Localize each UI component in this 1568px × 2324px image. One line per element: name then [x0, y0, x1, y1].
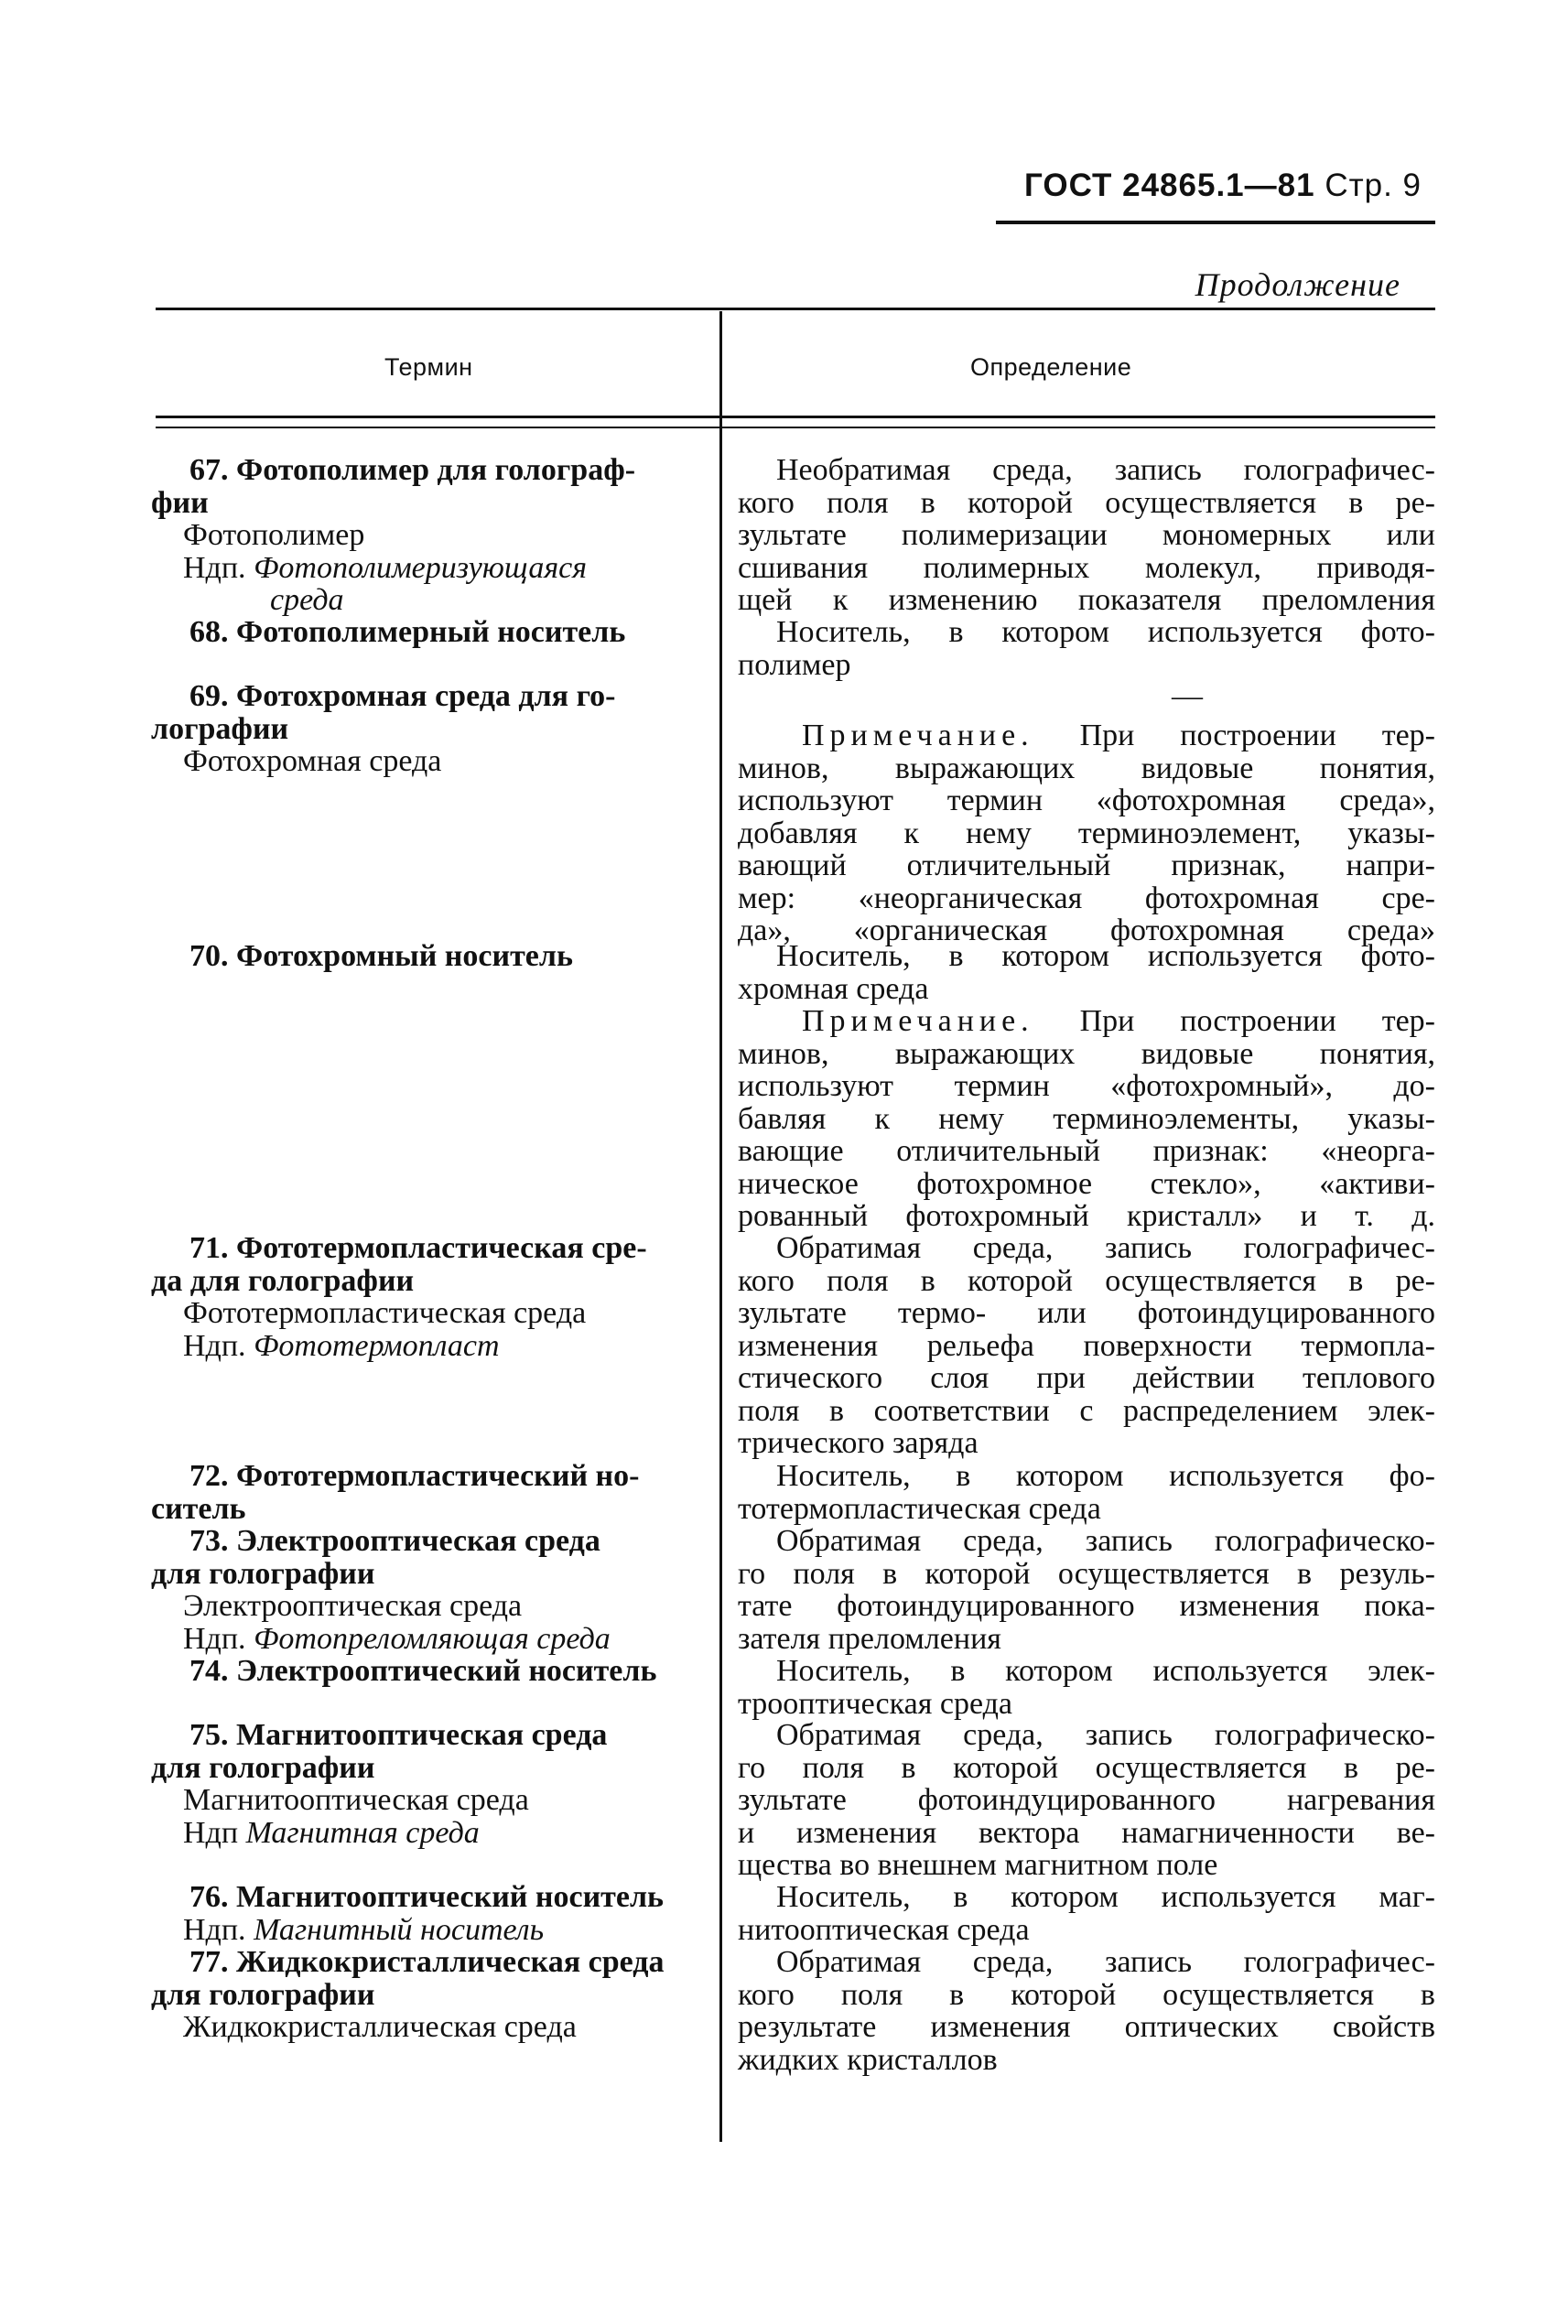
header-bottom-rule-2: [156, 427, 1435, 428]
term-76: 76. Магнитооптический носитель Ндп. Магнитный носитель: [183, 1880, 665, 1947]
definition-72: Носитель, в котором используется фо- тотермопластическая среда: [738, 1459, 1435, 1526]
term-68: 68. Фотополимерный носитель: [189, 615, 626, 649]
table-top-rule: [156, 308, 1435, 310]
term-77: 77. Жидкокристаллическая среда для голографии Жидкокристаллическая среда: [151, 1945, 665, 2044]
column-header-term: Термин: [384, 353, 473, 381]
standard-number: ГОСТ 24865.1—81: [1024, 168, 1315, 203]
page-header: [1024, 168, 1422, 204]
term-75: 75. Магнитооптическая среда для голографии Магнитооптическая среда Ндп Магнитная среда: [151, 1718, 608, 1850]
term-72: 72. Фототермопластический но- ситель: [151, 1459, 640, 1526]
column-divider: [719, 311, 722, 2142]
term-70: 70. Фотохромный носитель: [189, 939, 573, 973]
note-70: Примечание. При построении тер- минов, выражающих видовые понятия, используют термин «фотохромный», до- бавляя к нему терминоэлементы, указы- вающие отличительный признак: «неорга- ническое фотохромное стекло», «активи- рованный фотохромный кристалл» и т. д.: [738, 1004, 1435, 1233]
term-71: 71. Фототермопластическая сре- да для голографии Фототермопластическая среда Ндп. Фототермопласт: [151, 1231, 647, 1363]
definition-71: Обратимая среда, запись голографичес- кого поля в которой осуществляется в ре- зультате термо- или фотоиндуцированного изменения рельефа поверхности термопла- стического слоя при действии теплового поля в соответствии с распределением элек- трического заряда: [738, 1231, 1435, 1460]
definition-76: Носитель, в котором используется маг- нитооптическая среда: [738, 1880, 1435, 1947]
definition-70: Носитель, в котором используется фото- хромная среда: [738, 939, 1435, 1006]
term-69: 69. Фотохромная среда для го- лографии Фотохромная среда: [151, 679, 616, 778]
note-69: Примечание. При построении тер- минов, выражающих видовые понятия, используют термин «фотохромная среда», добавляя к нему терминоэлемент, указы- вающий отличительный признак, напри- мер: «неорганическая фотохромная сре- да», «органическая фотохромная среда»: [738, 719, 1435, 947]
term-67: 67. Фотополимер для голограф- фии Фотополимер Ндп. Фотополимеризующаяся среда: [151, 453, 636, 617]
header-rule: [996, 221, 1435, 224]
definition-67: Необратимая среда, запись голографичес- кого поля в которой осуществляется в ре- зультате полимеризации мономерных или сшивания полимерных молекул, приводя- щей к изменению показателя преломления: [738, 453, 1435, 617]
header-bottom-rule: [156, 416, 1435, 418]
term-73: 73. Электрооптическая среда для голографии Электрооптическая среда Ндп. Фотопреломляющая среда: [151, 1524, 611, 1656]
page-number: Стр. 9: [1325, 168, 1422, 203]
term-74: 74. Электрооптический носитель: [189, 1654, 657, 1688]
definition-77: Обратимая среда, запись голографичес- кого поля в которой осуществляется в результате изменения оптических свойств жидких кристаллов: [738, 1945, 1435, 2077]
definition-69: —: [1172, 679, 1203, 713]
continuation-label: Продолжение: [1195, 266, 1400, 303]
definition-74: Носитель, в котором используется элек- трооптическая среда: [738, 1654, 1435, 1721]
definition-68: Носитель, в котором используется фото- полимер: [738, 615, 1435, 682]
column-header-definition: Определение: [970, 353, 1132, 381]
definition-75: Обратимая среда, запись голографическо- го поля в которой осуществляется в ре- зультате фотоиндуцированного нагревания и изменения вектора намагниченности ве- щества во внешнем магнитном поле: [738, 1718, 1435, 1882]
definition-73: Обратимая среда, запись голографическо- го поля в которой осуществляется в резуль- тате фотоиндуцированного изменения пока- зателя преломления: [738, 1524, 1435, 1656]
